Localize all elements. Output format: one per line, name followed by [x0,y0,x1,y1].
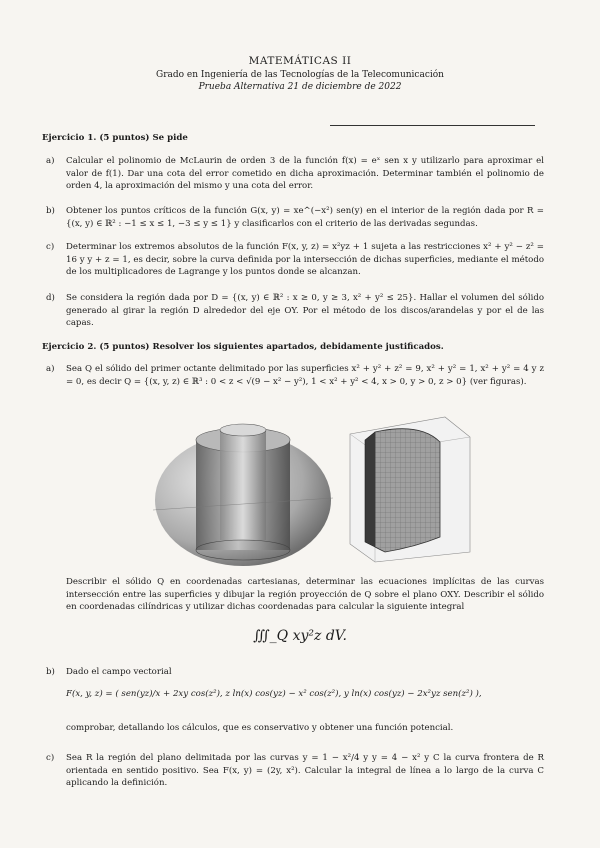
item-text: Determinar los extremos absolutos de la función F(x, y, z) = x²yz + 1 sujeta a las restricciones x² + y² − z² = 16 y y + z = 1, es decir, sobre la curva definida por la intersección de dichas superficies, mediante el método de los multiplicadores de Lagrange y los puntos donde se alcanzan. [66,242,544,278]
exercise-1-heading: Ejercicio 1. (5 puntos) Se pide [42,133,188,143]
item-label: d) [46,293,55,303]
item-text: Sea R la región del plano delimitada por las curvas y = 1 − x²/4 y y = 4 − x² y C la curva frontera de R orientada en sentido positivo. Sea F(x, y) = (2y, x²). Calcular la integral de línea a lo largo de la curva C aplicando la definición. [66,753,544,789]
inner-cylinder [220,430,266,540]
item-label: c) [46,242,55,252]
figure-sphere-cylinders [148,420,338,570]
inner-cylinder-top [220,424,266,436]
item-text: Se considera la región dada por D = {(x, y) ∈ ℝ² : x ≥ 0, y ≥ 3, x² + y² ≤ 25}. Hallar el volumen del sólido generado al girar la región D alrededor del eje OY. Por el método de los discos/arandelas y por el de las capas. [66,293,544,329]
exercise-2c [46,752,544,790]
exam-header [0,55,600,92]
item-label: a) [46,364,55,374]
exam-title: MATEMÁTICAS II [248,55,352,67]
exam-subtitle: Grado en Ingeniería de las Tecnologías de la Telecomunicación [156,70,444,80]
item-text: Calcular el polinomio de McLaurin de orden 3 de la función f(x) = eˣ sen x y utilizarlo para aproximar el valor de f(1). Dar una cota del error cometido en dicha aproximación. Determinar también el polinomio de orden 4, la aproximación del mismo y una cota del error. [66,156,544,192]
item-text: Obtener los puntos críticos de la función G(x, y) = xe^(−x²) sen(y) en el interior de la región dada por R = {(x, y) ∈ ℝ² : −1 ≤ x ≤ 1, −3 ≤ y ≤ 1} y clasificarlos con el criterio de las derivadas segundas. [66,206,544,229]
vector-field: F(x, y, z) = ( sen(yz)/x + 2xy cos(z²), z ln(x) cos(yz) − x² cos(z²), y ln(x) cos(yz) − 2x²yz sen(z²) ), [66,689,482,699]
solid-q-surface [375,429,440,552]
exercise-2-heading: Ejercicio 2. (5 puntos) Resolver los siguientes apartados, debidamente justificados. [42,342,444,352]
item-text: Dado el campo vectorial [66,667,172,677]
item-label: a) [46,156,55,166]
exercise-2b-continued: comprobar, detallando los cálculos, que es conservativo y obtener una función potencial. [66,723,454,733]
triple-integral: ∭_Q xy²z dV. [253,628,347,644]
exercise-2a-continued: Describir el sólido Q en coordenadas cartesianas, determinar las ecuaciones implícitas de las curvas intersección entre las superficies y dibujar la región proyección de Q sobre el plano OXY. Describir el sólido en coordenadas cilíndricas y utilizar dichas coordenadas para calcular la siguiente integral [66,577,544,613]
item-label: b) [46,206,55,216]
name-line [330,125,535,126]
exercise-2b [46,666,544,679]
exercise-1c [46,241,544,279]
item-label: b) [46,667,55,677]
exercise-1b [46,205,544,230]
solid-q-face [365,432,375,547]
exercise-2a [46,363,544,388]
exam-date: Prueba Alternativa 21 de diciembre de 2022 [198,82,402,92]
item-text: Sea Q el sólido del primer octante delimitado por las superficies x² + y² + z² = 9, x² + y² = 1, x² + y² = 4 y z = 0, es decir Q = {(x, y, z) ∈ ℝ³ : 0 < z < √(9 − x² − y²), 1 < x² + y² < 4, x > 0, y > 0, z > 0} (ver figuras). [66,364,544,387]
exercise-1d [46,292,544,330]
item-label: c) [46,753,55,763]
figure-solid-q [345,412,475,567]
exercise-1a [46,155,544,193]
